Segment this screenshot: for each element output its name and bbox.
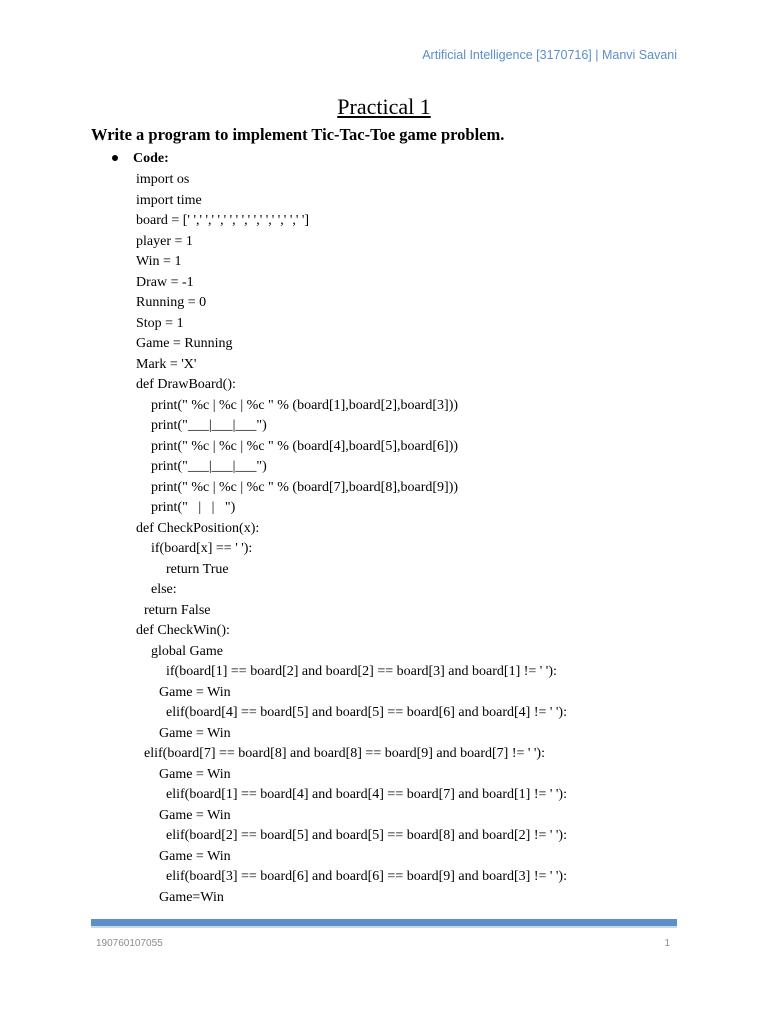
code-line: elif(board[3] == board[6] and board[6] == board[9] and board[3] != ' '):	[166, 869, 567, 884]
code-line: Game=Win	[159, 889, 224, 905]
code-line: Stop = 1	[136, 315, 184, 331]
code-label: Code:	[133, 151, 169, 166]
code-line: Game = Running	[136, 336, 233, 351]
code-line: Game = Win	[159, 766, 231, 782]
running-header: Artificial Intelligence [3170716] | Manvi Savani	[422, 48, 677, 62]
code-line: elif(board[4] == board[5] and board[5] == board[6] and board[4] != ' '):	[166, 705, 567, 720]
code-line: print("___|___|___")	[151, 459, 267, 474]
code-section-heading	[112, 151, 169, 167]
code-line: Win = 1	[136, 254, 182, 269]
footer-page-number: 1	[664, 938, 670, 949]
code-line: import os	[136, 172, 190, 187]
code-line: print(" %c | %c | %c " % (board[7],board[8],board[9]))	[151, 479, 459, 495]
code-line: def CheckPosition(x):	[136, 520, 260, 536]
footer-rule	[91, 919, 677, 926]
page-title: Practical 1	[337, 94, 431, 119]
code-line: Game = Win	[159, 848, 231, 864]
code-line: elif(board[1] == board[4] and board[4] == board[7] and board[1] != ' '):	[166, 787, 567, 802]
code-line: if(board[x] == ' '):	[151, 541, 253, 556]
bullet-icon	[112, 155, 118, 161]
code-line: Running = 0	[136, 295, 207, 310]
code-line: print(" | | ")	[151, 500, 236, 515]
code-line: elif(board[7] == board[8] and board[8] == board[9] and board[7] != ' '):	[144, 746, 545, 761]
footer-enrollment: 190760107055	[96, 938, 163, 949]
code-line: def DrawBoard():	[136, 377, 236, 392]
code-line: Game = Win	[159, 684, 231, 700]
code-line: return False	[144, 602, 211, 618]
code-line: print(" %c | %c | %c " % (board[4],board[5],board[6]))	[151, 438, 459, 454]
code-line: Game = Win	[159, 725, 231, 741]
code-line: Game = Win	[159, 807, 231, 823]
code-line: player = 1	[136, 233, 193, 249]
footer-rule-shadow	[91, 926, 677, 928]
code-line: print("___|___|___")	[151, 418, 267, 433]
code-line: if(board[1] == board[2] and board[2] == board[3] and board[1] != ' '):	[166, 664, 557, 679]
code-line: return True	[166, 561, 229, 577]
code-line: elif(board[2] == board[5] and board[5] == board[8] and board[2] != ' '):	[166, 828, 567, 843]
code-line: board = [' ',' ',' ',' ',' ',' ',' ',' ',' ',' ']	[136, 213, 310, 228]
code-line: import time	[136, 192, 202, 208]
code-line: def CheckWin():	[136, 623, 230, 638]
code-line: else:	[151, 582, 177, 597]
code-line: global Game	[151, 643, 223, 659]
code-line: Mark = 'X'	[136, 356, 197, 372]
code-line: print(" %c | %c | %c " % (board[1],board[2],board[3]))	[151, 397, 459, 413]
code-line: Draw = -1	[136, 274, 194, 290]
problem-statement: Write a program to implement Tic-Tac-Toe game problem.	[91, 125, 505, 144]
